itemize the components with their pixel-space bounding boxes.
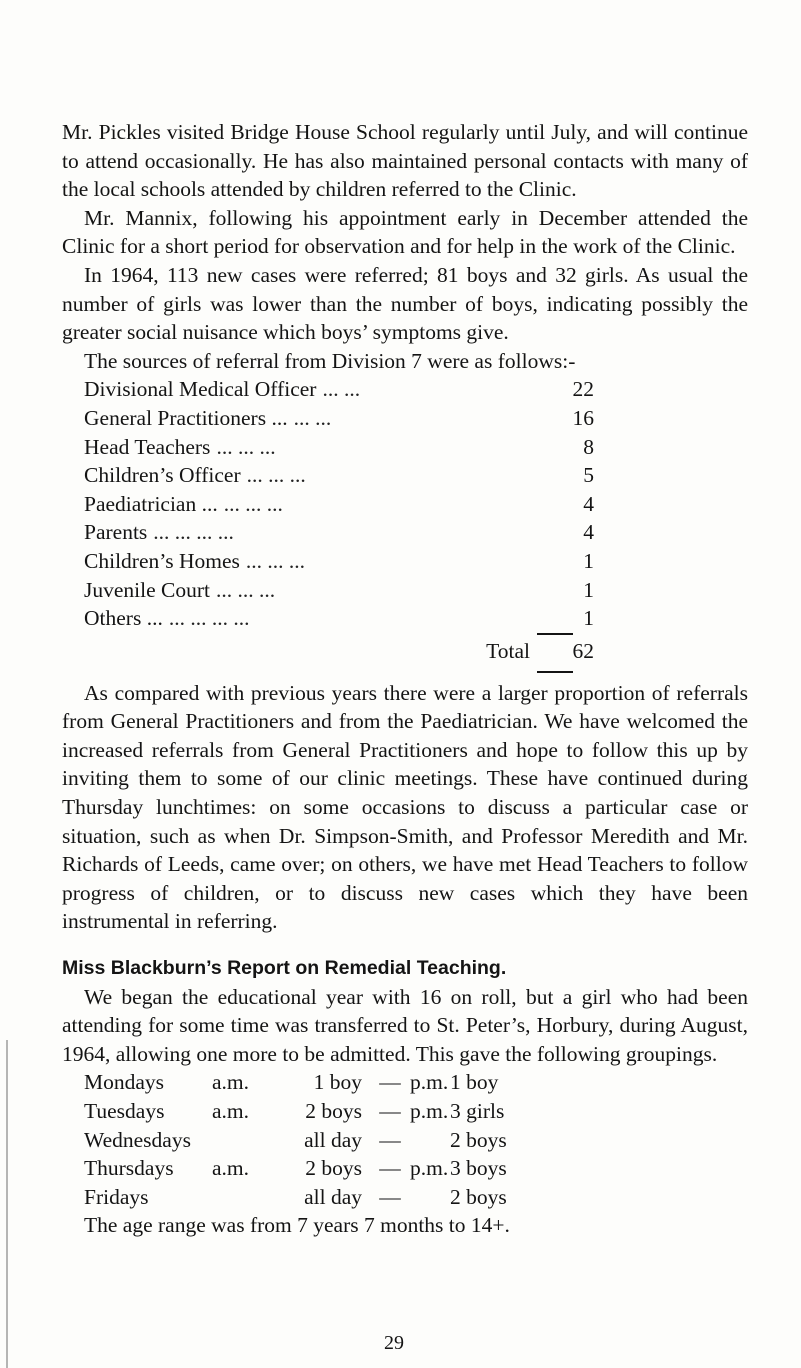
list-item: Juvenile Court ... ... ... 1	[84, 577, 594, 602]
referral-sources-list	[84, 375, 594, 632]
schedule-row: Fridays all day — 2 boys	[84, 1184, 507, 1209]
section-heading: Miss Blackburn’s Report on Remedial Teaching.	[62, 957, 507, 980]
list-item: Children’s Homes ... ... ... 1	[84, 548, 594, 573]
schedule-row: Wednesdays all day — 2 boys	[84, 1127, 507, 1152]
schedule-row: Mondays a.m. 1 boy — p.m. 1 boy	[84, 1070, 499, 1095]
page-number: 29	[384, 1332, 404, 1354]
list-item: Paediatrician ... ... ... ... 4	[84, 491, 594, 516]
paragraph-comparison: As compared with previous years there were a larger proportion of referrals from General Practitioners and from the Paediatrician. We have welcomed the increased referrals from General Practitioners and hope to follow this up by inviting them to some of our clinic meetings. These have continued during Thursday lunchtimes: on some occasions to discuss a particular case or situation, such as when Dr. Simpson-Smith, and Professor Meredith and Mr. Richards of Leeds, came over; on others, we have met Head Teachers to follow progress of children, or to discuss new cases which they have been instrumental in referring.	[62, 680, 748, 934]
list-item: Divisional Medical Officer ... ... 22	[84, 377, 594, 402]
total-row	[84, 635, 594, 669]
paragraph-age-range: The age range was from 7 years 7 months to 14+.	[84, 1213, 510, 1238]
paragraph-pickles: Mr. Pickles visited Bridge House School regularly until July, and will continue to attend occasionally. He has also maintained personal contacts with many of the local schools attended by children referred to the Clinic.	[62, 120, 748, 202]
schedule-row: Tuesdays a.m. 2 boys — p.m. 3 girls	[84, 1099, 505, 1123]
total-label: Total	[486, 639, 530, 664]
list-item: Children’s Officer ... ... ... 5	[84, 463, 594, 488]
scan-edge-shadow	[6, 1040, 8, 1368]
paragraph-educational-year: We began the educational year with 16 on roll, but a girl who had been attending for some time was transferred to St. Peter’s, Horbury, during August, 1964, allowing one more to be admitted. This gave the following groupings.	[62, 984, 748, 1066]
list-item: Head Teachers ... ... ... 8	[84, 434, 594, 459]
paragraph-sources-intro: The sources of referral from Division 7 were as follows:-	[84, 348, 576, 373]
paragraph-mannix: Mr. Mannix, following his appointment early in December attended the Clinic for a short period for observation and for help in the work of the Clinic.	[62, 205, 748, 259]
groupings-schedule	[84, 1068, 748, 1211]
schedule-row: Thursdays a.m. 2 boys — p.m. 3 boys	[84, 1156, 507, 1181]
list-item: Parents ... ... ... ... 4	[84, 520, 594, 545]
paragraph-new-cases: In 1964, 113 new cases were referred; 81 boys and 32 girls. As usual the number of girls was lower than the number of boys, indicating possibly the greater social nuisance which boys’ symptoms give.	[62, 262, 748, 345]
total-value: 62	[572, 639, 594, 664]
document-page	[62, 118, 748, 1240]
total-rule-bottom	[537, 671, 573, 673]
list-item: Others ... ... ... ... ... 1	[84, 606, 594, 631]
list-item: General Practitioners ... ... ... 16	[84, 405, 594, 430]
